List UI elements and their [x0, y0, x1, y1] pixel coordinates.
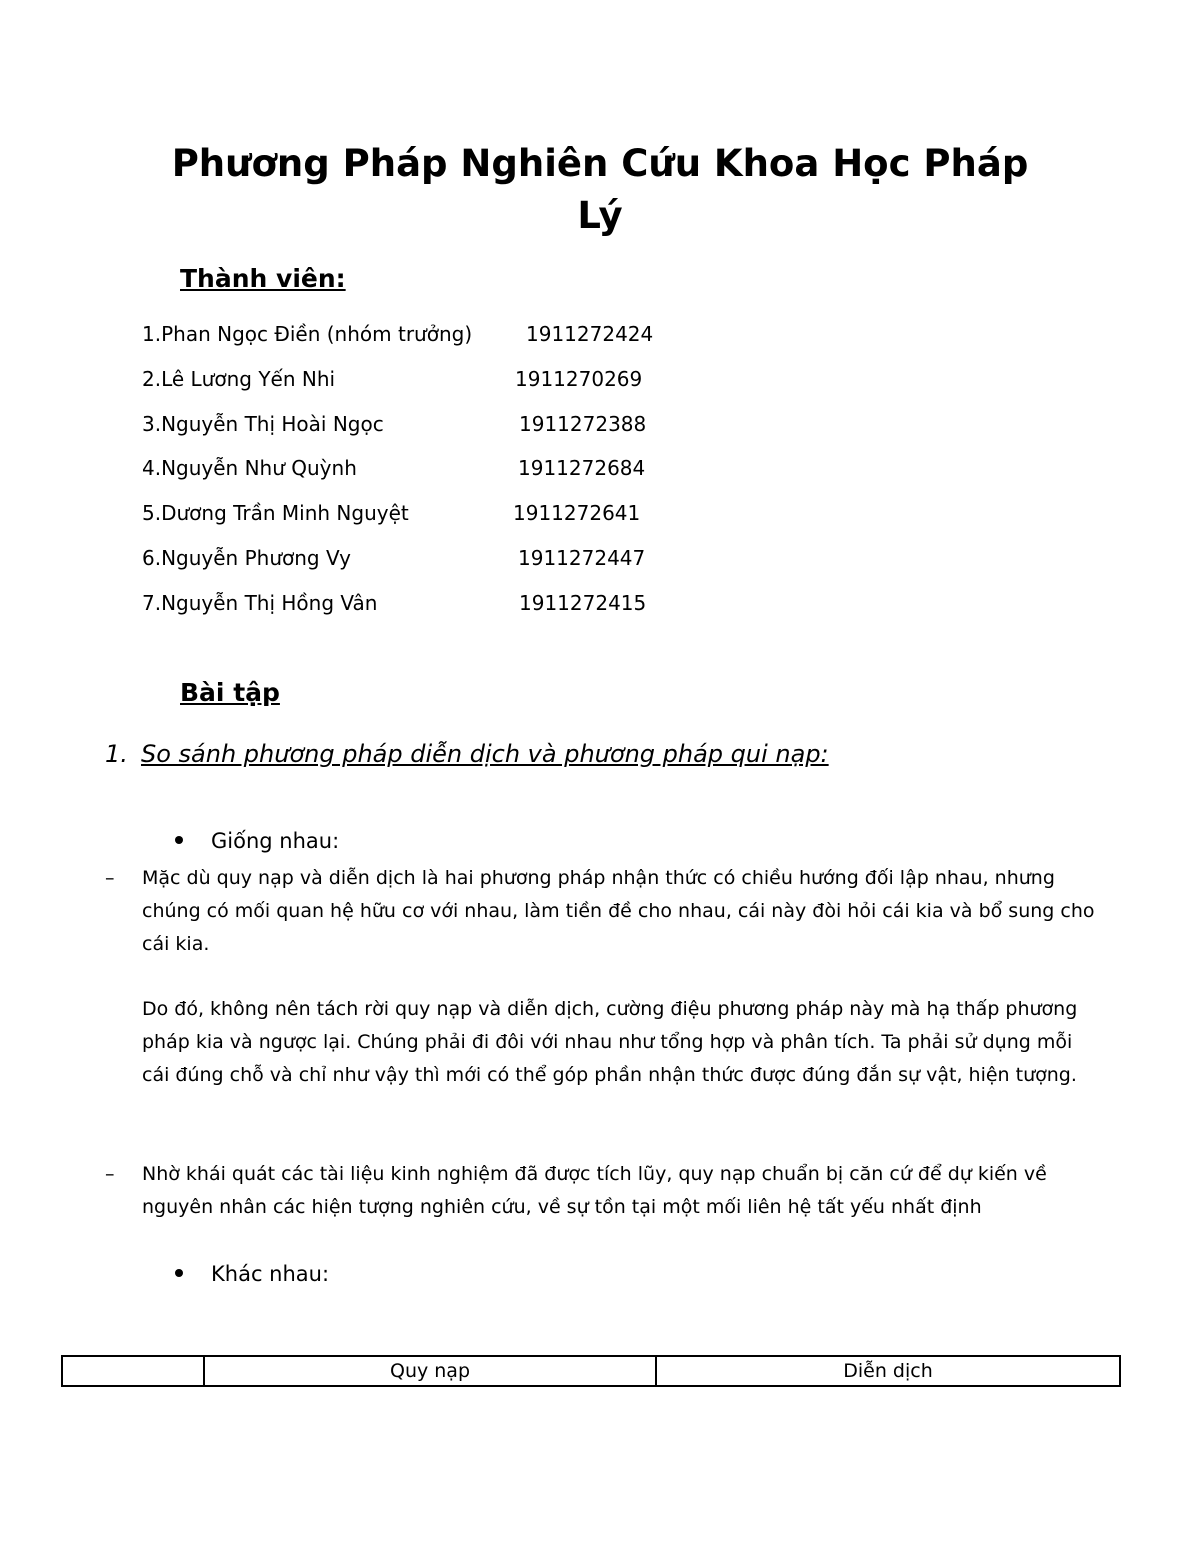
- member-name: 3.Nguyễn Thị Hoài Ngọc: [142, 411, 384, 436]
- similar-label: Giống nhau:: [211, 829, 340, 853]
- members-heading: Thành viên:: [180, 264, 346, 293]
- table-header-induction: Quy nạp: [204, 1356, 656, 1386]
- member-id: 1911272424: [526, 322, 654, 346]
- member-id: 1911272447: [518, 545, 646, 570]
- similar-paragraph-2: Do đó, không nên tách rời quy nạp và diễn dịch, cường điệu phương pháp này mà hạ thấp phương pháp kia và ngược lại. Chúng phải đi đôi với nhau như tổng hợp và phân tích. Ta phải sử dụng mỗi cái đúng chỗ và chỉ như vậy thì mới có thể góp phần nhận thức được đúng đắn sự vật, hiện tượng.: [142, 998, 1078, 1086]
- member-name: 7.Nguyễn Thị Hồng Vân: [142, 590, 378, 615]
- member-name: 1.Phan Ngọc Điền (nhóm trưởng): [142, 322, 473, 346]
- table-header-row: [62, 1356, 1120, 1386]
- document-title-line1: Phương Pháp Nghiên Cứu Khoa Học Pháp: [171, 142, 1029, 185]
- similar-paragraph-1: Mặc dù quy nạp và diễn dịch là hai phương pháp nhận thức có chiều hướng đối lập nhau, nhưng chúng có mối quan hệ hữu cơ với nhau, làm tiền đề cho nhau, cái này đòi hỏi cái kia và bổ sung cho cái kia.: [142, 867, 1095, 955]
- comparison-table: [61, 1355, 1121, 1387]
- dash-marker: –: [105, 1163, 115, 1185]
- member-id: 1911272388: [519, 411, 647, 436]
- member-id: 1911272641: [513, 501, 641, 526]
- table-header-deduction: Diễn dịch: [656, 1356, 1120, 1386]
- member-name: 2.Lê Lương Yến Nhi: [142, 366, 336, 391]
- member-name: 4.Nguyễn Như Quỳnh: [142, 456, 357, 481]
- similar-paragraph-3: Nhờ khái quát các tài liệu kinh nghiệm đã được tích lũy, quy nạp chuẩn bị căn cứ để dự kiến về nguyên nhân các hiện tượng nghiên cứu, về sự tồn tại một mối liên hệ tất yếu nhất định: [142, 1163, 1047, 1218]
- bullet-dot-icon: [175, 1269, 183, 1277]
- section-1-number: 1.: [105, 740, 128, 768]
- member-name: 5.Dương Trần Minh Nguyệt: [142, 501, 409, 526]
- member-name: 6.Nguyễn Phương Vy: [142, 545, 351, 570]
- different-label: Khác nhau:: [211, 1262, 330, 1286]
- document-title: [0, 138, 1200, 242]
- member-id: 1911272684: [518, 456, 646, 481]
- section-1-text: So sánh phương pháp diễn dịch và phương pháp qui nạp:: [141, 740, 829, 768]
- similar-bullet: [175, 829, 339, 853]
- member-id: 1911270269: [515, 366, 643, 391]
- table-header-empty: [62, 1356, 204, 1386]
- exercise-heading: Bài tập: [180, 678, 280, 707]
- document-title-line2: Lý: [577, 194, 623, 237]
- member-id: 1911272415: [519, 590, 647, 615]
- dash-marker: –: [105, 867, 115, 889]
- bullet-dot-icon: [175, 836, 183, 844]
- different-bullet: [175, 1262, 329, 1286]
- section-1-title: [105, 740, 829, 768]
